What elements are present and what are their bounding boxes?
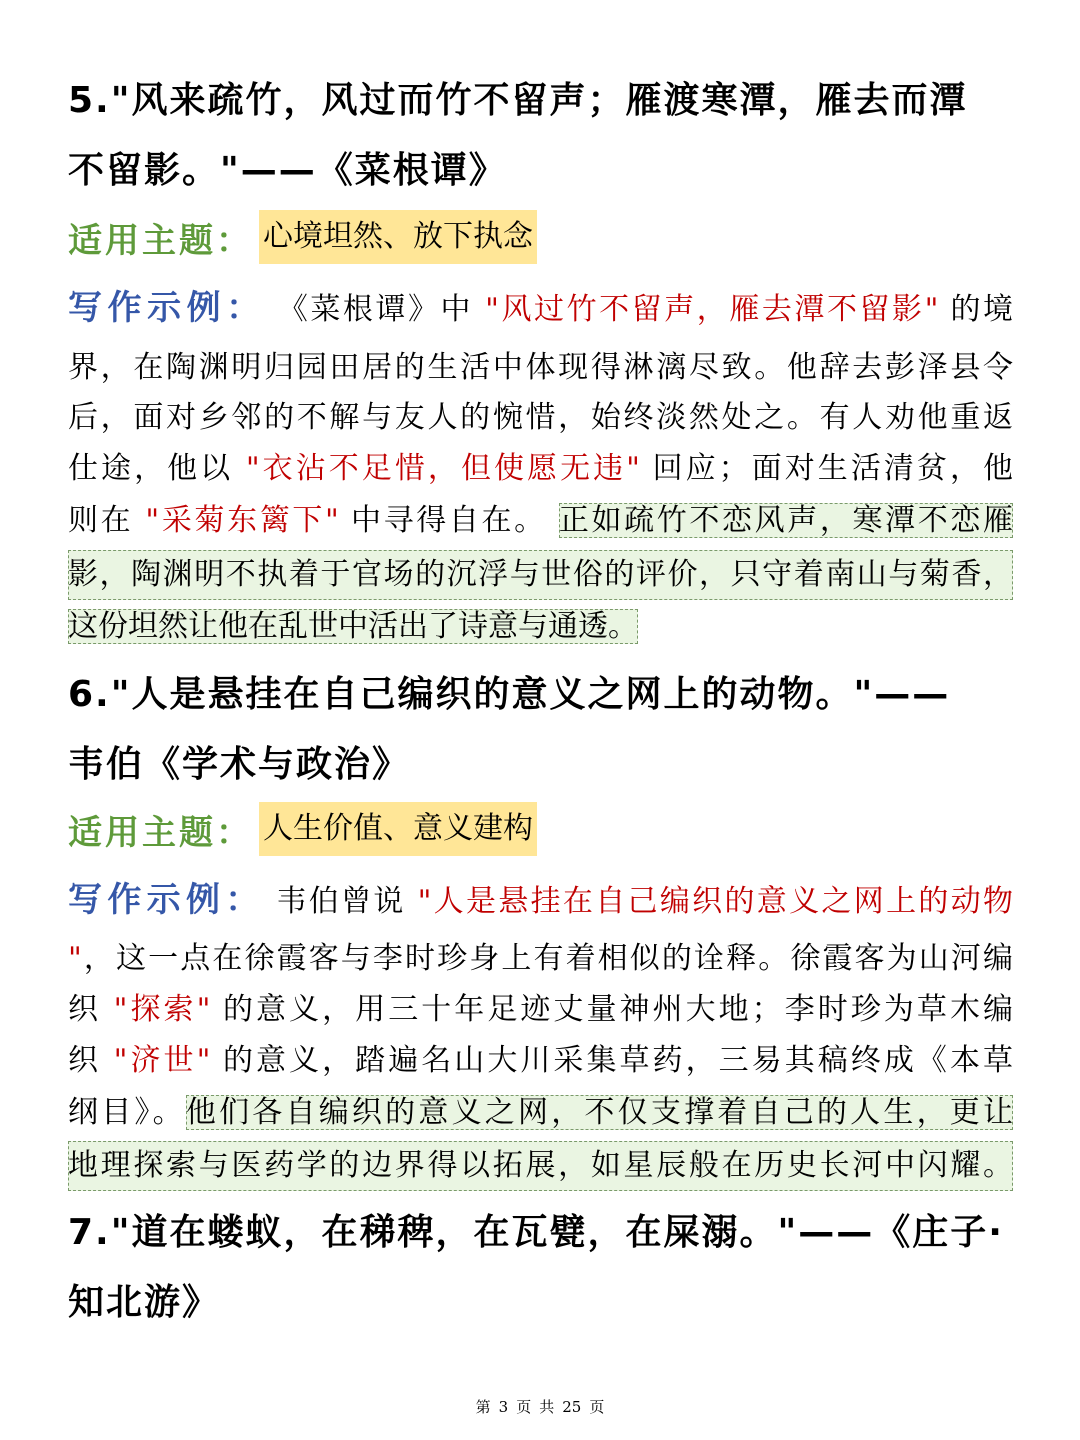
- item5-example-line3: 后，面对乡邻的不解与友人的惋惜，始终淡然处之。有人劝他重返: [68, 400, 1013, 435]
- item5-heading-line1: 5."风来疏竹，风过而竹不留声；雁渡寒潭，雁去而潭: [68, 80, 968, 121]
- item6-heading-line2: 韦伯《学术与政治》: [68, 744, 411, 785]
- item5-example-line1: [68, 283, 1013, 333]
- item6-text: 纲目》。: [68, 1095, 186, 1130]
- current-page-number: 3: [498, 1398, 509, 1416]
- item6-example-label: 写作示例：: [68, 880, 265, 920]
- item6-example-line4: [68, 1036, 1013, 1086]
- item6-theme-label: 适用主题：: [68, 812, 253, 853]
- footer-word: 页: [516, 1398, 532, 1416]
- item5-text: 中寻得自在。: [350, 503, 547, 538]
- item6-example-line2: [68, 934, 1013, 984]
- item5-example-line4: [68, 444, 1013, 494]
- item5-quote: "风过竹不留声，雁去潭不留影": [485, 292, 939, 327]
- item6-theme-value: 人生价值、意义建构: [259, 802, 537, 856]
- item6-example-line1: [68, 875, 1013, 925]
- footer-word: 共: [539, 1398, 555, 1416]
- item5-text: 则在: [68, 503, 134, 538]
- item6-highlight-text: 他们各自编织的意义之网，不仅支撑着自己的人生，更让: [185, 1095, 1014, 1130]
- item5-quote: "衣沾不足惜，但使愿无违": [245, 451, 640, 486]
- item5-theme-label: 适用主题：: [68, 220, 253, 261]
- footer-word: 第: [475, 1398, 491, 1416]
- item5-theme-value: 心境坦然、放下执念: [259, 210, 537, 264]
- item6-highlight-line6: 地理探索与医药学的边界得以拓展，如星辰般在历史长河中闪耀。: [68, 1141, 1013, 1191]
- page-number-footer: [0, 1396, 1080, 1417]
- item6-text: ，这一点在徐霞客与李时珍身上有着相似的诠释。徐霞客为山河编: [81, 941, 1013, 976]
- total-page-count: 25: [562, 1398, 582, 1416]
- item5-example-label: 写作示例：: [68, 288, 266, 328]
- footer-word: 页: [589, 1398, 605, 1416]
- item6-text: 韦伯曾说: [276, 884, 406, 919]
- item5-text: 的境: [950, 292, 1014, 327]
- item5-highlight-text: 这份坦然让他在乱世中活出了诗意与通透。: [68, 609, 638, 644]
- item6-text: 织: [68, 1043, 102, 1078]
- item5-highlight-text: 正如疏竹不恋风声，寒潭不恋雁: [558, 503, 1013, 538]
- item6-quote: "人是悬挂在自己编织的意义之网上的动物: [417, 884, 1014, 919]
- item5-example-line7: [68, 602, 1013, 652]
- item6-text: 的意义，踏遍名山大川采集草药，三易其稿终成《本草: [222, 1043, 1013, 1078]
- item5-heading-line2: 不留影。"——《菜根谭》: [68, 150, 507, 191]
- item5-example-line5: [68, 496, 1013, 546]
- item6-quote: "济世": [113, 1043, 211, 1078]
- item5-text: 仕途，他以: [68, 451, 234, 486]
- item6-example-line3: [68, 985, 1013, 1035]
- item7-heading-line2: 知北游》: [68, 1282, 221, 1323]
- item6-theme-row: [68, 802, 537, 856]
- item7-heading-line1: 7."道在蝼蚁，在稊稗，在瓦甓，在屎溺。"——《庄子·: [68, 1212, 1004, 1253]
- item5-highlight-line6: 影，陶渊明不执着于官场的沉浮与世俗的评价，只守着南山与菊香，: [68, 550, 1013, 600]
- item5-text: 回应；面对生活清贫，他: [652, 451, 1014, 486]
- item6-text: 的意义，用三十年足迹丈量神州大地；李时珍为草木编: [222, 992, 1013, 1027]
- item6-text: 织: [68, 992, 102, 1027]
- item5-example-line2: 界，在陶渊明归园田居的生活中体现得淋漓尽致。他辞去彭泽县令: [68, 350, 1013, 385]
- item6-example-line5: [68, 1088, 1013, 1138]
- item6-quote: ": [68, 941, 82, 976]
- item5-theme-row: [68, 210, 537, 264]
- item5-quote: "采菊东篱下": [145, 503, 339, 538]
- item6-heading-line1: 6."人是悬挂在自己编织的意义之网上的动物。"——: [68, 674, 951, 715]
- item6-quote: "探索": [113, 992, 211, 1027]
- item5-text: 《菜根谭》中: [277, 292, 474, 327]
